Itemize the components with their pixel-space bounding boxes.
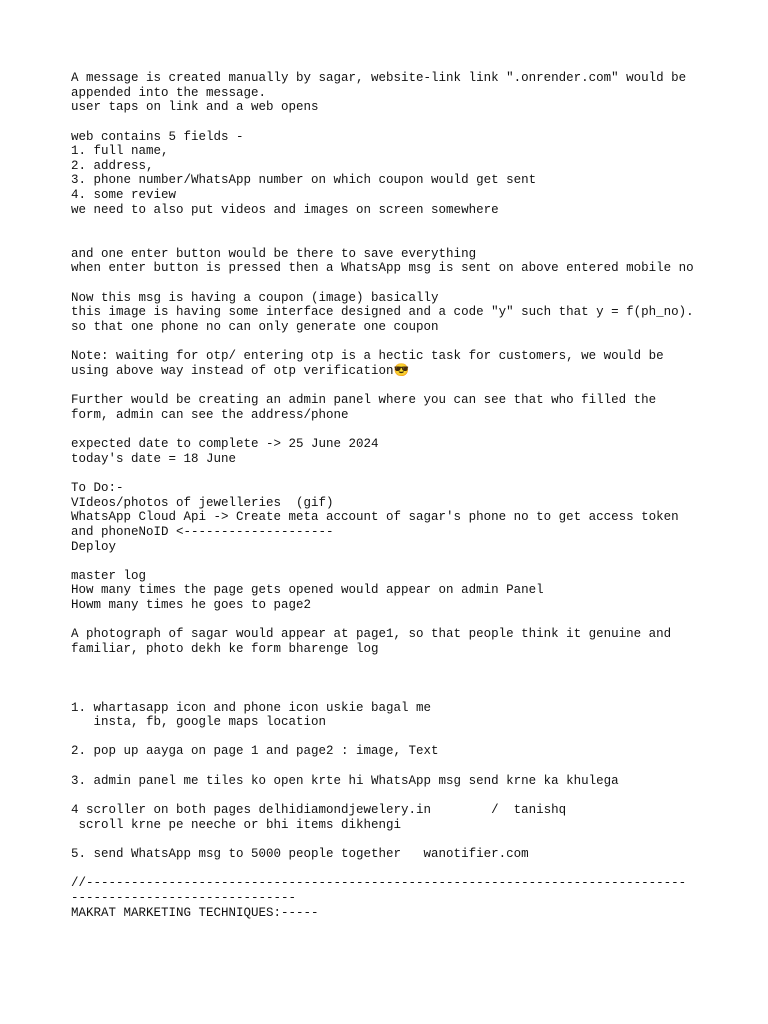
text-line: appended into the message. [71, 85, 267, 100]
text-line: we need to also put videos and images on screen somewhere [71, 202, 499, 217]
blank-line [71, 862, 768, 877]
blank-line [71, 759, 768, 774]
blank-line [71, 788, 768, 803]
text-line: master log [71, 568, 147, 583]
text-line: when enter button is pressed then a WhatsApp msg is sent on above entered mobile no [71, 261, 694, 276]
text-line: A message is created manually by sagar, website-link link ".onrender.com" would be [71, 71, 687, 85]
blank-line [71, 730, 768, 745]
blank-line [71, 378, 768, 393]
text-line: user taps on link and a web opens [71, 100, 319, 115]
text-line: so that one phone no can only generate one coupon [71, 319, 439, 334]
text-line: Now this msg is having a coupon (image) basically [71, 290, 439, 305]
blank-line [71, 686, 768, 701]
text-line: Deploy [71, 539, 117, 554]
text-line: Further would be creating an admin panel where you can see that who filled the [71, 393, 657, 408]
text-line: this image is having some interface designed and a code "y" such that y = f(ph_no). [71, 305, 694, 320]
blank-line [71, 554, 768, 569]
text-line: web contains 5 fields - [71, 129, 244, 144]
blank-line [71, 276, 768, 291]
blank-line [71, 232, 768, 247]
text-line: Note: waiting for otp/ entering otp is a hectic task for customers, we would be [71, 349, 664, 364]
text-line: 2. address, [71, 158, 154, 173]
text-line: 4. some review [71, 188, 177, 203]
text-line: 3. admin panel me tiles ko open krte hi WhatsApp msg send krne ka khulega [71, 773, 619, 788]
text-line: 3. phone number/WhatsApp number on which coupon would get sent [71, 173, 537, 188]
text-line: How many times the page gets opened would appear on admin Panel [71, 583, 544, 598]
blank-line [71, 832, 768, 847]
text-line: 5. send WhatsApp msg to 5000 people together wanotifier.com [71, 846, 529, 861]
blank-line [71, 671, 768, 686]
blank-line [71, 657, 768, 672]
text-line: today's date = 18 June [71, 451, 237, 466]
text-line: 1. whartasapp icon and phone icon uskie bagal me [71, 700, 432, 715]
text-line: familiar, photo dekh ke form bharenge log [71, 641, 379, 656]
text-line: 1. full name, [71, 144, 169, 159]
text-line: ------------------------------ [71, 890, 297, 905]
text-line: using above way instead of otp verification😎 [71, 363, 410, 378]
text-line: A photograph of sagar would appear at page1, so that people think it genuine and [71, 627, 672, 642]
text-line: form, admin can see the address/phone [71, 407, 349, 422]
text-line: MAKRAT MARKETING TECHNIQUES:----- [71, 905, 319, 920]
blank-line [71, 613, 768, 628]
text-line: //-------------------------------------------------------------------------------- [71, 876, 687, 891]
blank-line [71, 422, 768, 437]
text-line: VIdeos/photos of jewelleries (gif) [71, 495, 334, 510]
text-line: and one enter button would be there to save everything [71, 246, 477, 261]
blank-line [71, 466, 768, 481]
text-line: WhatsApp Cloud Api -> Create meta account of sagar's phone no to get access token [71, 510, 679, 525]
text-line: and phoneNoID <-------------------- [71, 524, 334, 539]
text-line: insta, fb, google maps location [71, 715, 327, 730]
blank-line [71, 335, 768, 350]
text-line: Howm many times he goes to page2 [71, 598, 312, 613]
blank-line [71, 115, 768, 130]
text-line: To Do:- [71, 480, 124, 495]
blank-line [71, 217, 768, 232]
text-line: 4 scroller on both pages delhidiamondjewelery.in / tanishq [71, 803, 567, 818]
text-line: scroll krne pe neeche or bhi items dikhengi [71, 817, 402, 832]
text-line: 2. pop up aayga on page 1 and page2 : image, Text [71, 744, 439, 759]
text-line: expected date to complete -> 25 June 2024 [71, 437, 379, 452]
